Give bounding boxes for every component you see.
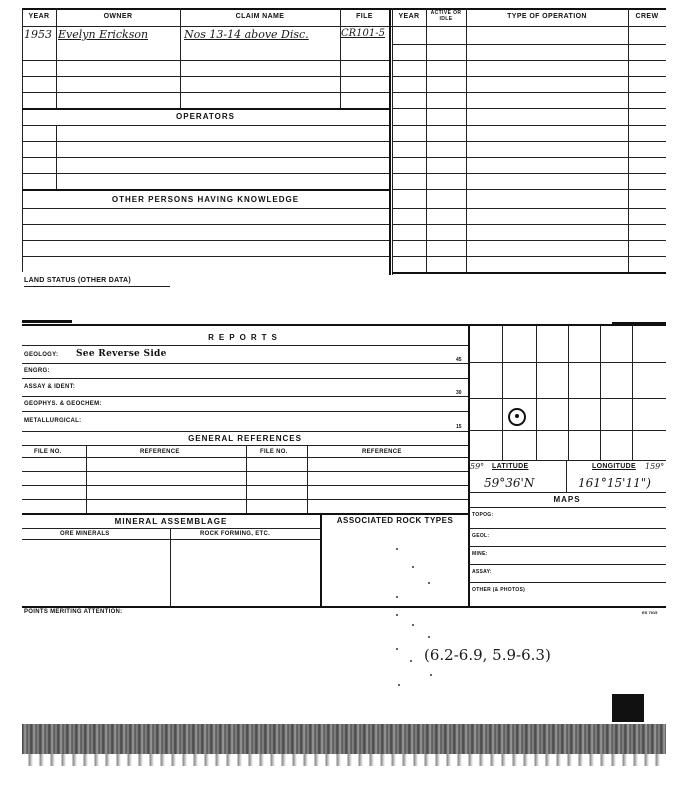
row-line — [22, 60, 389, 61]
col-divider — [466, 8, 467, 272]
row-line — [392, 44, 666, 45]
row-line — [22, 378, 468, 379]
header-year-right: YEAR — [398, 13, 420, 20]
row-line — [392, 224, 666, 225]
row-line — [22, 125, 389, 126]
row-line — [22, 457, 468, 458]
mineral-assemblage-title: MINERAL ASSEMBLAGE — [114, 517, 228, 526]
row-line — [392, 141, 666, 142]
table-left-border — [22, 8, 23, 272]
header-active-or-idle: ACTIVE OR IDLE — [430, 10, 462, 22]
row-line — [392, 92, 666, 93]
row-line — [22, 471, 468, 472]
row-line — [468, 564, 666, 565]
entry-claim-name: Nos 13-14 above Disc. — [184, 28, 309, 41]
row-line — [392, 60, 666, 61]
reports-top-border — [22, 324, 666, 326]
ref-col-file-no-2: FILE NO. — [260, 449, 288, 455]
scan-dot — [396, 596, 398, 598]
scan-dot — [430, 674, 432, 676]
row-line — [22, 431, 468, 432]
row-line — [22, 92, 389, 93]
scale-number: 30 — [456, 390, 462, 396]
row-line — [392, 256, 666, 257]
longitude-label: LONGITUDE — [592, 463, 636, 470]
row-line — [22, 208, 389, 209]
scan-dot — [398, 684, 400, 686]
scale-number: 45 — [456, 357, 462, 363]
row-line — [468, 492, 666, 493]
scan-damaged-edge — [22, 724, 666, 754]
report-geology-value: See Reverse Side — [76, 349, 167, 359]
row-line — [22, 108, 389, 110]
row-line — [392, 125, 666, 126]
header-bottom-rule — [22, 26, 666, 27]
header-file: FILE — [356, 13, 373, 20]
scan-dark-patch — [612, 694, 644, 722]
grid-line — [536, 326, 537, 460]
lon-suffix: 159° — [645, 462, 665, 471]
points-meriting-label: POINTS MERITING ATTENTION: — [24, 609, 123, 615]
header-owner: OWNER — [103, 13, 133, 20]
row-line — [392, 108, 666, 109]
table-top-border — [22, 8, 666, 10]
row-line — [22, 76, 389, 77]
row-line — [22, 485, 468, 486]
maps-mine-label: MINE: — [472, 551, 488, 557]
grid-line — [632, 326, 633, 460]
row-line — [22, 396, 468, 397]
report-assay-label: ASSAY & IDENT: — [24, 384, 76, 390]
scan-dot — [412, 566, 414, 568]
table-bottom-right — [392, 272, 666, 274]
form-number: ES 7915 — [642, 610, 658, 615]
row-line — [22, 224, 389, 225]
row-line — [468, 507, 666, 508]
grid-line — [468, 430, 666, 431]
row-line — [22, 141, 389, 142]
report-engrg-label: ENGRG: — [24, 368, 50, 374]
grid-line — [468, 398, 666, 399]
general-references-title: GENERAL REFERENCES — [188, 434, 302, 443]
col-divider — [180, 8, 181, 108]
row-line — [22, 539, 320, 540]
header-crew: CREW — [635, 13, 659, 20]
row-line — [22, 363, 468, 364]
scan-dot — [396, 648, 398, 650]
col-divider — [566, 460, 567, 492]
entry-year: 1953 — [24, 28, 52, 41]
row-line — [392, 189, 666, 190]
latitude-label: LATITUDE — [492, 463, 529, 470]
row-line — [392, 157, 666, 158]
table-divider — [389, 8, 391, 275]
row-line — [392, 76, 666, 77]
col-divider — [628, 8, 629, 272]
row-line — [22, 445, 468, 446]
row-line — [392, 173, 666, 174]
row-line — [22, 189, 389, 191]
land-status-label: LAND STATUS (OTHER DATA) — [24, 277, 132, 284]
row-line — [22, 528, 320, 529]
ref-col-file-no: FILE NO. — [34, 449, 62, 455]
col-divider — [56, 8, 57, 108]
row-line — [22, 256, 389, 257]
row-line — [22, 157, 389, 158]
col-divider — [426, 8, 427, 272]
row-line — [22, 513, 468, 515]
location-dot-icon — [515, 414, 519, 418]
longitude-value: 161°15'11") — [578, 476, 651, 490]
operators-title: OPERATORS — [176, 112, 235, 121]
col-divider — [340, 8, 341, 108]
grid-line — [600, 326, 601, 460]
row-line — [468, 528, 666, 529]
row-line — [468, 582, 666, 583]
report-metallurgical-label: METALLURGICAL: — [24, 418, 82, 424]
grid-line — [568, 326, 569, 460]
row-line — [22, 499, 468, 500]
entry-owner: Evelyn Erickson — [58, 28, 149, 41]
header-type-of-operation: TYPE OF OPERATION — [507, 13, 587, 20]
col-divider — [86, 445, 87, 513]
grid-line — [468, 362, 666, 363]
maps-topog-label: TOPOG: — [472, 512, 494, 518]
maps-title: MAPS — [553, 495, 581, 504]
row-line — [22, 240, 389, 241]
lat-prefix: 59° — [470, 462, 485, 471]
reports-title: REPORTS — [208, 333, 282, 342]
rock-forming-header: ROCK FORMING, ETC. — [200, 531, 271, 537]
row-line — [392, 208, 666, 209]
row-line — [22, 411, 468, 412]
scan-dot — [428, 582, 430, 584]
latitude-value: 59°36'N — [484, 476, 535, 490]
header-claim-name: CLAIM NAME — [235, 13, 285, 20]
scan-dot — [412, 624, 414, 626]
col-divider — [170, 528, 171, 606]
header-year: YEAR — [28, 13, 50, 20]
ref-col-reference-2: REFERENCE — [362, 449, 402, 455]
associated-rock-types-title: ASSOCIATED ROCK TYPES — [336, 516, 454, 525]
maps-other-label: OTHER (& PHOTOS) — [472, 587, 526, 593]
col-divider — [307, 445, 308, 513]
scan-dot — [396, 548, 398, 550]
row-line — [22, 345, 468, 346]
section-bottom-border — [22, 606, 666, 608]
land-status-underline — [24, 286, 170, 287]
scan-smear — [22, 320, 72, 323]
ore-minerals-header: ORE MINERALS — [60, 531, 110, 537]
entry-file: CR101-5 — [341, 28, 386, 39]
scan-edge-noise — [22, 754, 666, 766]
col-divider — [320, 513, 322, 606]
report-geology-label: GEOLOGY: — [24, 352, 59, 358]
col-divider — [246, 445, 247, 513]
grid-line — [502, 326, 503, 460]
row-line — [392, 240, 666, 241]
scan-dot — [428, 636, 430, 638]
maps-assay-label: ASSAY: — [472, 569, 492, 575]
row-line — [468, 546, 666, 547]
row-line — [22, 173, 389, 174]
scan-dot — [410, 660, 412, 662]
scan-dot — [396, 614, 398, 616]
other-persons-title: OTHER PERSONS HAVING KNOWLEDGE — [111, 195, 300, 204]
ref-col-reference: REFERENCE — [140, 449, 180, 455]
maps-geol-label: GEOL: — [472, 533, 490, 539]
handwritten-note: (6.2-6.9, 5.9-6.3) — [424, 646, 551, 664]
scale-number: 15 — [456, 424, 462, 430]
grid-line — [468, 460, 666, 461]
report-geophys-label: GEOPHYS. & GEOCHEM: — [24, 401, 102, 407]
